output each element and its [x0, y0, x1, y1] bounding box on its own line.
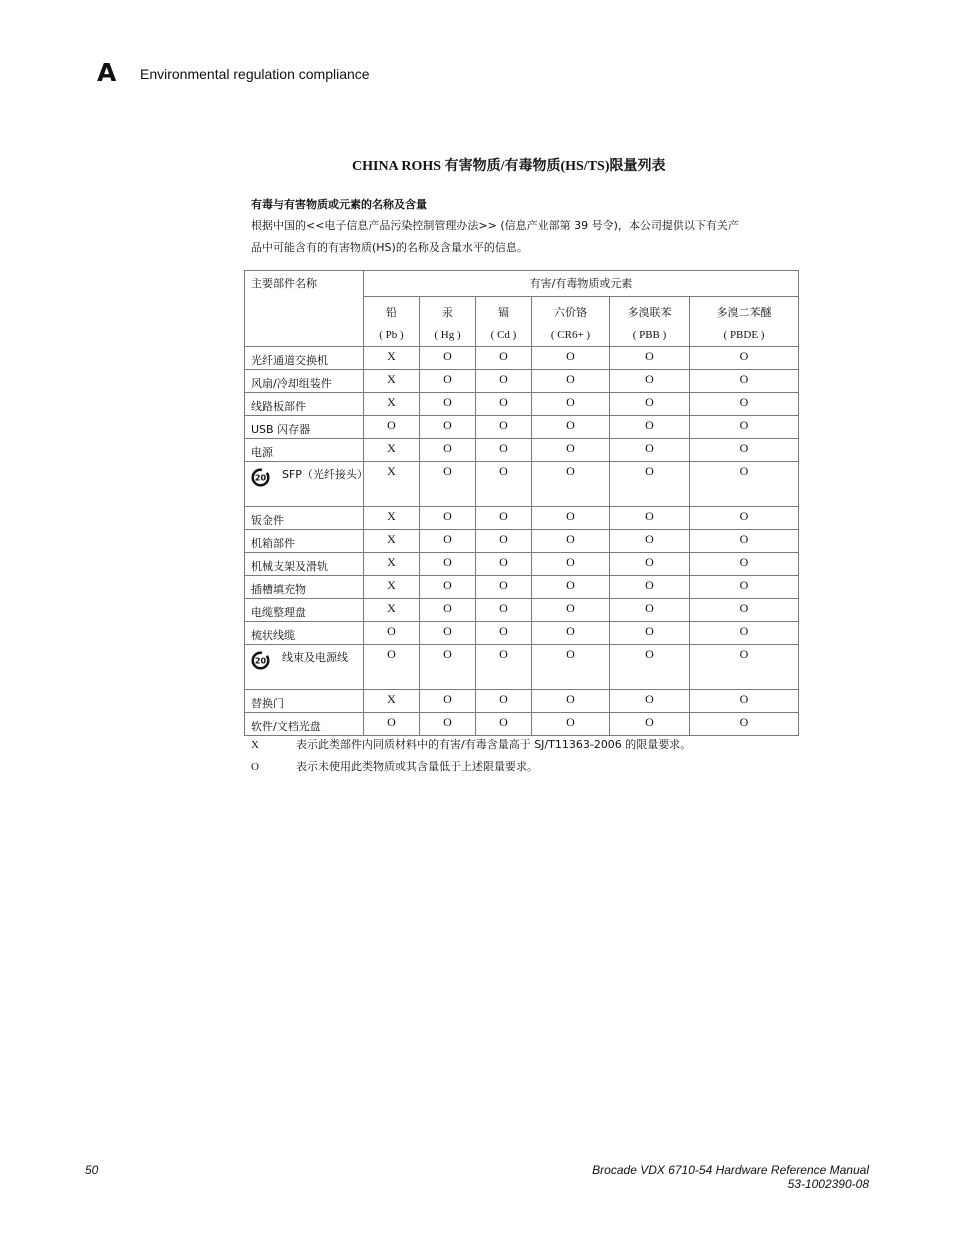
substance-value-cell: O — [532, 439, 610, 462]
substance-header: 汞 ( Hg ) — [420, 297, 476, 347]
section-title: Environmental regulation compliance — [140, 66, 370, 82]
substance-value-cell: O — [610, 713, 690, 736]
substance-header: 六价铬 ( CR6+ ) — [532, 297, 610, 347]
page-number: 50 — [85, 1163, 99, 1177]
substance-value-cell: O — [610, 530, 690, 553]
substance-value-cell: O — [532, 622, 610, 645]
substance-value-cell: X — [364, 439, 420, 462]
substance-value-cell: O — [690, 713, 799, 736]
efup-20-year-icon — [251, 468, 270, 487]
part-name-cell: 插槽填充物 — [245, 576, 364, 599]
table-row — [245, 416, 799, 439]
substance-value-cell: O — [610, 462, 690, 507]
substance-value-cell: O — [690, 416, 799, 439]
svg-text:20: 20 — [254, 473, 267, 483]
substance-value-cell: X — [364, 576, 420, 599]
substance-value-cell: O — [610, 645, 690, 690]
table-row — [245, 622, 799, 645]
part-name-cell: 机械支架及滑轨 — [245, 553, 364, 576]
table-row — [245, 645, 799, 690]
part-name-cell: 风扇/冷却组装件 — [245, 370, 364, 393]
part-name-cell: 软件/文档光盘 — [245, 713, 364, 736]
substance-value-cell: O — [690, 622, 799, 645]
substance-value-cell: O — [420, 690, 476, 713]
substance-value-cell: O — [364, 416, 420, 439]
part-name-label: SFP（光纤接头） — [282, 468, 368, 481]
substance-value-cell: O — [690, 347, 799, 370]
table-row — [245, 576, 799, 599]
substance-value-cell: O — [610, 347, 690, 370]
column-header-part-name: 主要部件名称 — [245, 271, 364, 347]
substance-value-cell: O — [532, 370, 610, 393]
substance-value-cell: O — [476, 622, 532, 645]
substance-value-cell: O — [690, 530, 799, 553]
substance-value-cell: O — [690, 690, 799, 713]
substance-value-cell: O — [690, 393, 799, 416]
substance-value-cell: O — [420, 553, 476, 576]
substance-value-cell: O — [610, 416, 690, 439]
substance-value-cell: O — [532, 462, 610, 507]
substance-value-cell: O — [420, 599, 476, 622]
substance-value-cell: O — [476, 645, 532, 690]
table-row — [245, 462, 799, 507]
substance-value-cell: X — [364, 690, 420, 713]
table-row — [245, 393, 799, 416]
substance-value-cell: O — [364, 645, 420, 690]
legend-symbol: X — [251, 739, 259, 751]
table-row — [245, 599, 799, 622]
efup-20-year-icon — [251, 651, 270, 670]
substance-value-cell: X — [364, 530, 420, 553]
substance-value-cell: O — [476, 553, 532, 576]
substance-header: 镉 ( Cd ) — [476, 297, 532, 347]
manual-title: Brocade VDX 6710-54 Hardware Reference Manual — [592, 1163, 869, 1177]
substance-value-cell: O — [532, 530, 610, 553]
substance-value-cell: X — [364, 553, 420, 576]
substance-value-cell: O — [532, 507, 610, 530]
substance-value-cell: O — [690, 370, 799, 393]
substance-value-cell: O — [476, 347, 532, 370]
table-row — [245, 439, 799, 462]
part-name-cell — [245, 462, 368, 507]
substance-value-cell: O — [364, 622, 420, 645]
substance-value-cell: X — [364, 393, 420, 416]
substance-value-cell: O — [476, 576, 532, 599]
substance-value-cell: O — [364, 713, 420, 736]
substance-value-cell: X — [364, 370, 420, 393]
substance-value-cell: O — [420, 576, 476, 599]
part-name-cell: 替换门 — [245, 690, 364, 713]
part-name-cell: 钣金件 — [245, 507, 364, 530]
footer-manual-info — [592, 1163, 869, 1191]
part-name-cell — [245, 645, 364, 690]
table-row — [245, 713, 799, 736]
substance-value-cell: O — [690, 439, 799, 462]
substance-value-cell: O — [476, 507, 532, 530]
part-name-label: 线束及电源线 — [282, 651, 348, 664]
substance-value-cell: O — [476, 713, 532, 736]
substance-value-cell: X — [364, 507, 420, 530]
substance-header: 多溴二苯醚 ( PBDE ) — [690, 297, 799, 347]
substance-value-cell: X — [364, 599, 420, 622]
rohs-table — [244, 270, 799, 736]
substance-value-cell: O — [690, 462, 799, 507]
legend-symbol: O — [251, 761, 259, 773]
substance-value-cell: O — [532, 645, 610, 690]
substance-value-cell: O — [420, 530, 476, 553]
substance-value-cell: O — [532, 393, 610, 416]
intro-line-2: 品中可能含有的有害物质(HS)的名称及含量水平的信息。 — [251, 241, 528, 254]
svg-text:20: 20 — [254, 656, 267, 666]
substance-value-cell: O — [532, 553, 610, 576]
part-name-cell: 机箱部件 — [245, 530, 364, 553]
substance-value-cell: O — [532, 690, 610, 713]
substance-value-cell: O — [420, 713, 476, 736]
substance-value-cell: X — [364, 462, 420, 507]
substance-header: 铅 ( Pb ) — [364, 297, 420, 347]
substance-value-cell: O — [610, 576, 690, 599]
substance-value-cell: O — [420, 645, 476, 690]
table-row — [245, 347, 799, 370]
substance-value-cell: O — [476, 439, 532, 462]
table-row — [245, 370, 799, 393]
part-name-cell: USB 闪存器 — [245, 416, 364, 439]
legend-text: 表示此类部件内同质材料中的有害/有毒含量高于 SJ/T11363-2006 的限量要求。 — [296, 738, 692, 751]
part-name-cell: 梳状线缆 — [245, 622, 364, 645]
substance-value-cell: O — [476, 370, 532, 393]
substance-value-cell: O — [532, 599, 610, 622]
substance-value-cell: O — [690, 599, 799, 622]
part-name-cell: 电缆整理盘 — [245, 599, 364, 622]
substance-value-cell: O — [420, 622, 476, 645]
substance-header: 多溴联苯 ( PBB ) — [610, 297, 690, 347]
intro-line-1: 根据中国的<<电子信息产品污染控制管理办法>> (信息产业部第 39 号令)，本公司提供以下有关产 — [251, 219, 739, 232]
substance-value-cell: O — [532, 347, 610, 370]
substance-value-cell: O — [690, 645, 799, 690]
substance-value-cell: O — [420, 347, 476, 370]
column-header-substance-group: 有害/有毒物质或元素 — [364, 271, 799, 297]
substance-value-cell: O — [476, 393, 532, 416]
substance-value-cell: O — [476, 462, 532, 507]
substance-value-cell: O — [610, 370, 690, 393]
substance-value-cell: O — [532, 713, 610, 736]
part-name-cell: 线路板部件 — [245, 393, 364, 416]
substance-value-cell: O — [476, 416, 532, 439]
substance-value-cell: O — [476, 530, 532, 553]
substance-value-cell: O — [610, 690, 690, 713]
substance-value-cell: O — [532, 416, 610, 439]
substance-value-cell: O — [420, 462, 476, 507]
substance-value-cell: O — [476, 599, 532, 622]
substance-value-cell: O — [532, 576, 610, 599]
part-name-cell: 光纤通道交换机 — [245, 347, 364, 370]
table-header-row — [245, 271, 799, 297]
substance-value-cell: O — [610, 553, 690, 576]
legend-item — [251, 736, 691, 752]
table-row — [245, 690, 799, 713]
substance-value-cell: O — [610, 507, 690, 530]
appendix-letter: A — [97, 58, 117, 87]
document-title: CHINA ROHS 有害物质/有毒物质(HS/TS)限量列表 — [352, 159, 666, 174]
legend-text: 表示未使用此类物质或其含量低于上述限量要求。 — [296, 760, 538, 773]
table-row — [245, 530, 799, 553]
substance-value-cell: O — [420, 393, 476, 416]
table-row — [245, 507, 799, 530]
intro-heading: 有毒与有害物质或元素的名称及含量 — [251, 198, 427, 211]
substance-value-cell: O — [420, 439, 476, 462]
legend-item — [251, 758, 538, 774]
substance-value-cell: O — [420, 507, 476, 530]
part-name-cell: 电源 — [245, 439, 364, 462]
substance-value-cell: O — [690, 553, 799, 576]
substance-value-cell: O — [610, 599, 690, 622]
table-row — [245, 553, 799, 576]
substance-value-cell: O — [610, 393, 690, 416]
substance-value-cell: O — [610, 439, 690, 462]
substance-value-cell: O — [476, 690, 532, 713]
substance-value-cell: O — [690, 576, 799, 599]
doc-number: 53-1002390-08 — [787, 1177, 869, 1191]
substance-value-cell: O — [420, 370, 476, 393]
substance-value-cell: X — [364, 347, 420, 370]
substance-value-cell: O — [610, 622, 690, 645]
substance-value-cell: O — [420, 416, 476, 439]
substance-value-cell: O — [690, 507, 799, 530]
